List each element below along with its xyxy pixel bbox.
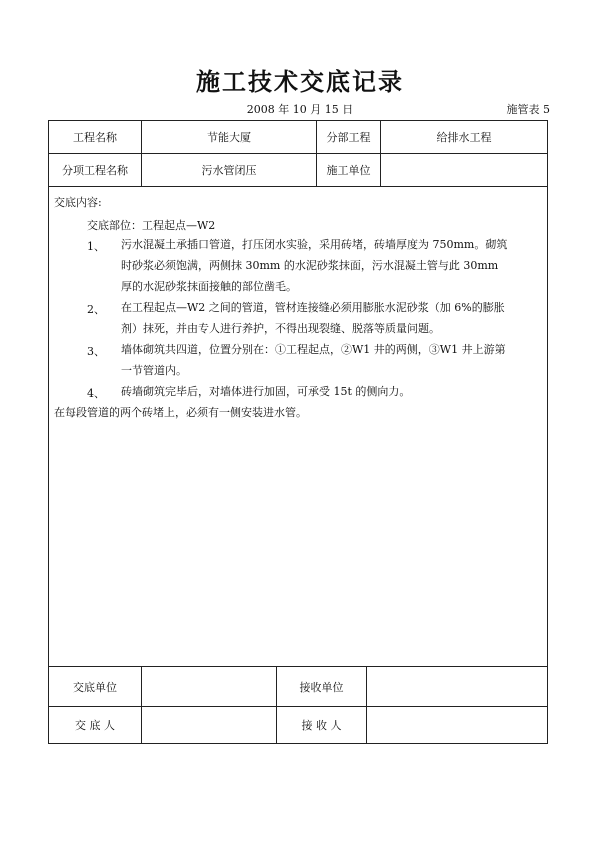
content-item: 砖墙砌筑完毕后，对墙体进行加固，可承受 15t 的侧向力。 <box>121 385 411 398</box>
item-number: 3、 <box>87 345 105 358</box>
footer-row-persons <box>49 707 547 743</box>
content-note: 在每段管道的两个砖堵上，必须有一侧安装进水管。 <box>54 406 307 419</box>
project-name-value: 节能大厦 <box>142 121 317 153</box>
division-value: 给排水工程 <box>436 131 492 144</box>
division-label: 分部工程 <box>317 121 381 153</box>
handover-content <box>49 187 547 667</box>
subitem-label: 分项工程名称 <box>49 154 142 186</box>
info-row-subitem <box>49 154 547 187</box>
receiving-unit-value <box>367 667 547 706</box>
construction-unit-value <box>381 154 547 186</box>
handover-person-value <box>142 707 277 743</box>
handover-unit-label: 交底单位 <box>49 667 142 706</box>
handover-location: 交底部位：工程起点—W2 <box>87 219 216 232</box>
content-item: 墙体砌筑共四道，位置分别在：①工程起点，②W1 井的两侧，③W1 井上游第一节管道内。 <box>121 343 506 377</box>
footer-row-units <box>49 667 547 707</box>
item-number: 2、 <box>87 303 105 316</box>
handover-unit-value <box>142 667 277 706</box>
handover-person-label: 交 底 人 <box>49 707 142 743</box>
receiving-person-value <box>367 707 547 743</box>
item-number: 1、 <box>87 240 105 253</box>
content-item: 在工程起点—W2 之间的管道，管材连接缝必须用膨胀水泥砂浆（加 6%的膨胀剂）抹死，并由专人进行养护，不得出现裂缝、脱落等质量问题。 <box>121 301 505 335</box>
content-item: 污水混凝土承插口管道，打压闭水实验，采用砖堵，砖墙厚度为 750mm。砌筑时砂浆必须饱满，两侧抹 30mm 的水泥砂浆抹面，污水混凝土管与此 30mm 厚的水泥砂浆抹面接触的部位凿毛。 <box>121 238 508 293</box>
document-date: 2008 年 10 月 15 日 <box>246 103 354 116</box>
construction-unit-label: 施工单位 <box>317 154 381 186</box>
item-number: 4、 <box>87 387 105 400</box>
document-title: 施工技术交底记录 <box>196 68 404 96</box>
subitem-value: 污水管闭压 <box>142 154 317 186</box>
content-heading: 交底内容: <box>54 196 102 209</box>
project-name-label: 工程名称 <box>49 121 142 153</box>
receiving-unit-label: 接收单位 <box>277 667 367 706</box>
record-form <box>48 120 548 744</box>
receiving-person-label: 接 收 人 <box>277 707 367 743</box>
form-number: 施管表 5 <box>506 103 550 116</box>
info-row-project <box>49 121 547 154</box>
